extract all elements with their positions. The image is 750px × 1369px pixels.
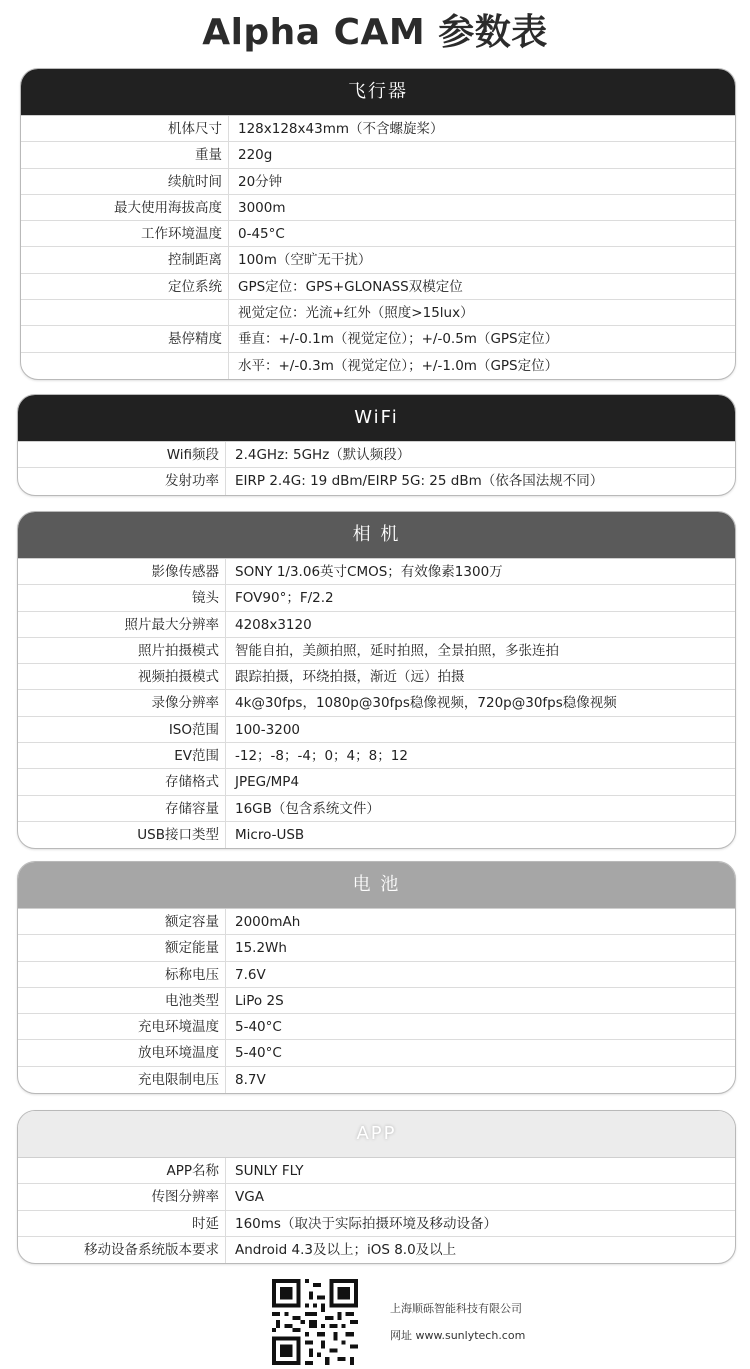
row-value: 5-40°C: [235, 1045, 282, 1062]
row-label: 工作环境温度: [21, 221, 229, 246]
table-row: [21, 195, 735, 221]
table-row: [18, 612, 735, 638]
row-label: 存储容量: [18, 796, 226, 821]
table-row: [21, 142, 735, 168]
row-value: FOV90°；F/2.2: [235, 590, 334, 607]
section-wifi: [17, 394, 736, 496]
row-label: 存储格式: [18, 769, 226, 794]
table-row: [18, 442, 735, 468]
table-row: [18, 796, 735, 822]
row-value: 垂直：+/-0.1m（视觉定位）；+/-0.5m（GPS定位）: [238, 331, 559, 348]
table-row: [18, 1014, 735, 1040]
row-value: SUNLY FLY: [235, 1163, 304, 1179]
row-value: GPS定位：GPS+GLONASS双模定位: [238, 278, 463, 295]
table-row: [18, 1211, 735, 1237]
section-header: 飞行器: [21, 69, 735, 115]
row-label: 悬停精度: [21, 326, 229, 351]
company-website: 网址 www.sunlytech.com: [390, 1329, 526, 1342]
row-label: ISO范围: [18, 717, 226, 742]
table-row: [18, 1237, 735, 1263]
table-row: [21, 221, 735, 247]
row-value: 4k@30fps，1080p@30fps稳像视频，720p@30fps稳像视频: [235, 695, 617, 712]
row-value: 2000mAh: [235, 914, 301, 930]
row-label: 最大使用海拔高度: [21, 195, 229, 220]
table-row: [21, 169, 735, 195]
section-header: APP: [18, 1111, 735, 1157]
row-label: 放电环境温度: [18, 1040, 226, 1065]
row-value: 160ms（取决于实际拍摄环境及移动设备）: [235, 1215, 497, 1232]
table-row: [21, 300, 735, 326]
table-row: [18, 664, 735, 690]
row-label: 标称电压: [18, 962, 226, 987]
row-label: 定位系统: [21, 274, 229, 299]
table-row: [18, 717, 735, 743]
row-label: 充电环境温度: [18, 1014, 226, 1039]
row-value: 水平：+/-0.3m（视觉定位）；+/-1.0m（GPS定位）: [238, 357, 559, 374]
row-label: 电池类型: [18, 988, 226, 1013]
table-row: [18, 1040, 735, 1066]
row-value: 100-3200: [235, 721, 300, 738]
company-name: 上海顺砾智能科技有限公司: [390, 1302, 522, 1315]
table-row: [18, 690, 735, 716]
row-value: 4208x3120: [235, 616, 312, 633]
row-label: 续航时间: [21, 169, 229, 194]
row-label: 充电限制电压: [18, 1067, 226, 1093]
table-row: [21, 353, 735, 379]
row-value: 220g: [238, 147, 273, 164]
row-label: Wifi频段: [18, 442, 226, 467]
row-value: SONY 1/3.06英寸CMOS；有效像素1300万: [235, 564, 503, 580]
row-label: 镜头: [18, 585, 226, 610]
table-row: [18, 822, 735, 848]
row-value: VGA: [235, 1189, 264, 1206]
table-row: [18, 909, 735, 935]
row-value: LiPo 2S: [235, 992, 284, 1009]
table-row: [18, 1067, 735, 1093]
row-label: 视频拍摄模式: [18, 664, 226, 689]
row-value: JPEG/MP4: [235, 774, 300, 791]
section-camera: [17, 511, 736, 849]
row-value: 8.7V: [235, 1071, 266, 1088]
spec-table: [21, 115, 735, 379]
row-value: 16GB（包含系统文件）: [235, 800, 380, 817]
row-value: Micro-USB: [235, 826, 305, 843]
row-label: 影像传感器: [18, 559, 226, 584]
table-row: [18, 638, 735, 664]
section-header: WiFi: [18, 395, 735, 441]
table-row: [18, 1184, 735, 1210]
table-row: [18, 988, 735, 1014]
row-value: 0-45°C: [238, 226, 285, 243]
row-label: [21, 353, 229, 379]
row-value: 5-40°C: [235, 1019, 282, 1036]
row-label: 重量: [21, 142, 229, 167]
row-value: 视觉定位：光流+红外（照度>15lux）: [238, 305, 474, 322]
row-label: 控制距离: [21, 247, 229, 272]
row-label: 机体尺寸: [21, 116, 229, 141]
row-label: USB接口类型: [18, 822, 226, 848]
table-row: [21, 116, 735, 142]
table-row: [18, 935, 735, 961]
section-battery: [17, 861, 736, 1094]
row-label: 移动设备系统版本要求: [18, 1237, 226, 1263]
spec-table: [18, 1157, 735, 1263]
row-label: EV范围: [18, 743, 226, 768]
row-label: [21, 300, 229, 325]
row-label: 发射功率: [18, 468, 226, 494]
spec-table: [18, 558, 735, 848]
row-value: Android 4.3及以上；iOS 8.0及以上: [235, 1241, 457, 1258]
table-row: [18, 585, 735, 611]
row-label: 额定能量: [18, 935, 226, 960]
row-label: 照片拍摄模式: [18, 638, 226, 663]
row-label: 照片最大分辨率: [18, 612, 226, 637]
spec-table: [18, 441, 735, 495]
table-row: [18, 559, 735, 585]
row-label: APP名称: [18, 1158, 226, 1183]
row-value: 15.2Wh: [235, 940, 287, 957]
row-value: 7.6V: [235, 966, 266, 983]
row-label: 额定容量: [18, 909, 226, 934]
table-row: [21, 326, 735, 352]
page-title: Alpha CAM 参数表: [202, 12, 548, 53]
row-value: 智能自拍，美颜拍照，延时拍照，全景拍照，多张连拍: [235, 642, 559, 659]
table-row: [21, 274, 735, 300]
section-header: 电 池: [18, 862, 735, 908]
table-row: [21, 247, 735, 273]
section-aircraft: [20, 68, 736, 380]
row-value: 2.4GHz: 5GHz（默认频段）: [235, 447, 411, 463]
spec-table: [18, 908, 735, 1093]
row-label: 传图分辨率: [18, 1184, 226, 1209]
section-app: [17, 1110, 736, 1264]
row-value: 20分钟: [238, 173, 283, 190]
row-value: 128x128x43mm（不含螺旋桨）: [238, 121, 444, 137]
row-value: 100m（空旷无干扰）: [238, 252, 372, 269]
table-row: [18, 468, 735, 494]
row-value: 跟踪拍摄，环绕拍摄，渐近（远）拍摄: [235, 669, 465, 686]
row-label: 时延: [18, 1211, 226, 1236]
row-value: 3000m: [238, 199, 286, 216]
section-header: 相 机: [18, 512, 735, 558]
qr-code-icon: [272, 1279, 358, 1365]
table-row: [18, 1158, 735, 1184]
table-row: [18, 769, 735, 795]
table-row: [18, 743, 735, 769]
row-label: 录像分辨率: [18, 690, 226, 715]
table-row: [18, 962, 735, 988]
row-value: -12；-8；-4；0；4；8；12: [235, 748, 408, 765]
row-value: EIRP 2.4G: 19 dBm/EIRP 5G: 25 dBm（依各国法规不同）: [235, 473, 604, 490]
